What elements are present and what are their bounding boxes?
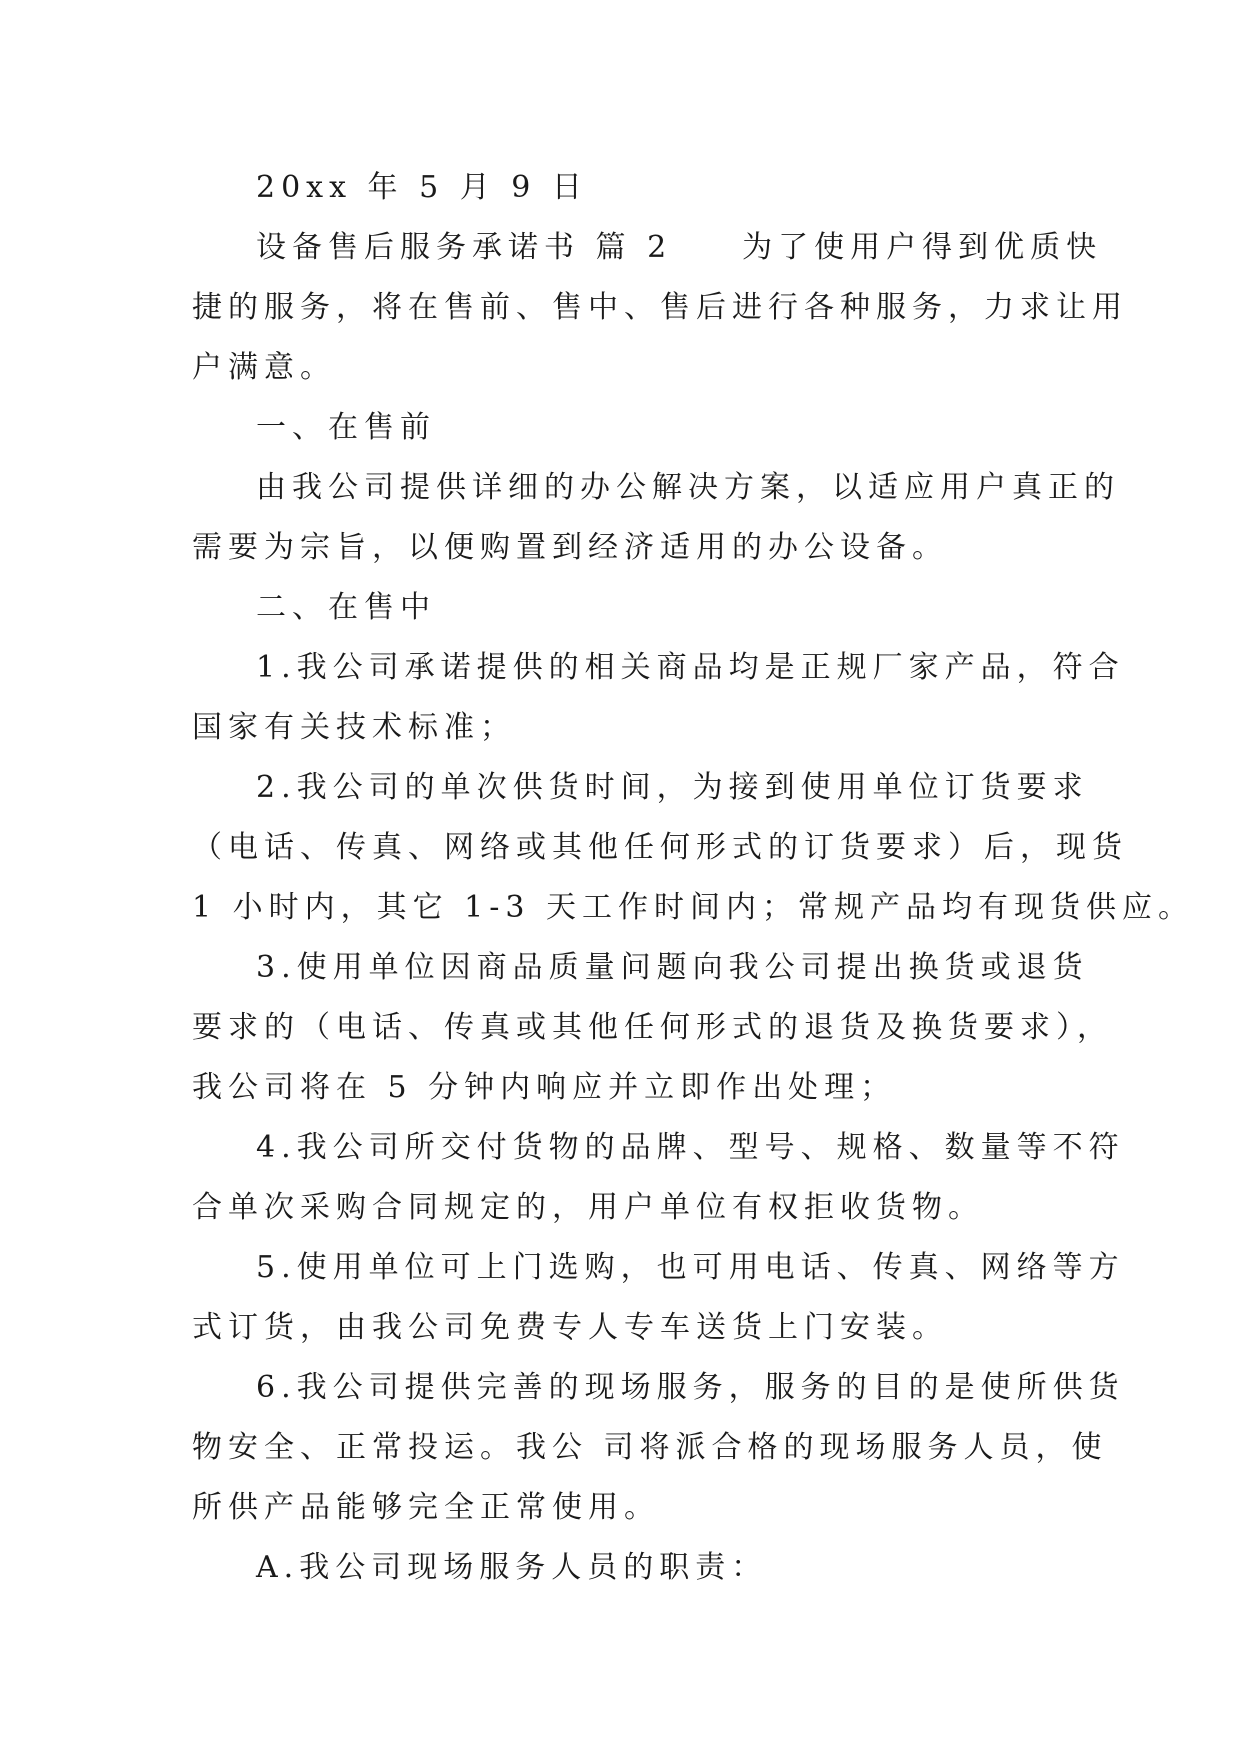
document-page — [192, 158, 1195, 1598]
text-line: 所供产品能够完全正常使用。 — [192, 1490, 660, 1525]
text-line: 一、在售前 — [256, 410, 436, 445]
text-line: 4.我公司所交付货物的品牌、型号、规格、数量等不符 — [256, 1130, 1125, 1165]
document-body — [192, 278, 1195, 1598]
text-line: 6.我公司提供完善的现场服务，服务的目的是使所供货 — [256, 1370, 1125, 1405]
text-line: 物安全、正常投运。我公 司将派合格的现场服务人员，使 — [192, 1430, 1108, 1465]
text-line: 捷的服务，将在售前、售中、售后进行各种服务，力求让用 — [192, 290, 1128, 325]
text-line: 国家有关技术标准； — [192, 710, 516, 745]
text-line: 1.我公司承诺提供的相关商品均是正规厂家产品，符合 — [256, 650, 1125, 685]
text-line: 5.使用单位可上门选购，也可用电话、传真、网络等方 — [256, 1250, 1125, 1285]
text-line: 要求的（电话、传真或其他任何形式的退货及换货要求）， — [192, 1010, 1113, 1045]
document-title: 设备售后服务承诺书 篇 2 — [256, 230, 673, 265]
text-line: 二、在售中 — [256, 590, 436, 625]
date-line: 20xx 年 5 月 9 日 — [256, 170, 588, 205]
text-line: 2.我公司的单次供货时间，为接到使用单位订货要求 — [256, 770, 1089, 805]
text-line: 合单次采购合同规定的，用户单位有权拒收货物。 — [192, 1190, 984, 1225]
text-line: 由我公司提供详细的办公解决方案，以适应用户真正的 — [256, 470, 1120, 505]
text-line: 式订货，由我公司免费专人专车送货上门安装。 — [192, 1310, 948, 1345]
text-line: 我公司将在 5 分钟内响应并立即作出处理； — [192, 1070, 897, 1105]
title-line-tail: 为了使用户得到优质快 — [742, 230, 1103, 265]
text-line: （电话、传真、网络或其他任何形式的订货要求）后，现货 — [192, 830, 1128, 865]
title-line — [192, 218, 1103, 278]
text-line: 1 小时内，其它 1-3 天工作时间内；常规产品均有现货供应。 — [192, 890, 1195, 925]
text-line: A.我公司现场服务人员的职责： — [256, 1550, 768, 1585]
text-line: 3.使用单位因商品质量问题向我公司提出换货或退货 — [256, 950, 1089, 985]
text-line: 户满意。 — [192, 350, 336, 385]
text-line: 需要为宗旨，以便购置到经济适用的办公设备。 — [192, 530, 948, 565]
